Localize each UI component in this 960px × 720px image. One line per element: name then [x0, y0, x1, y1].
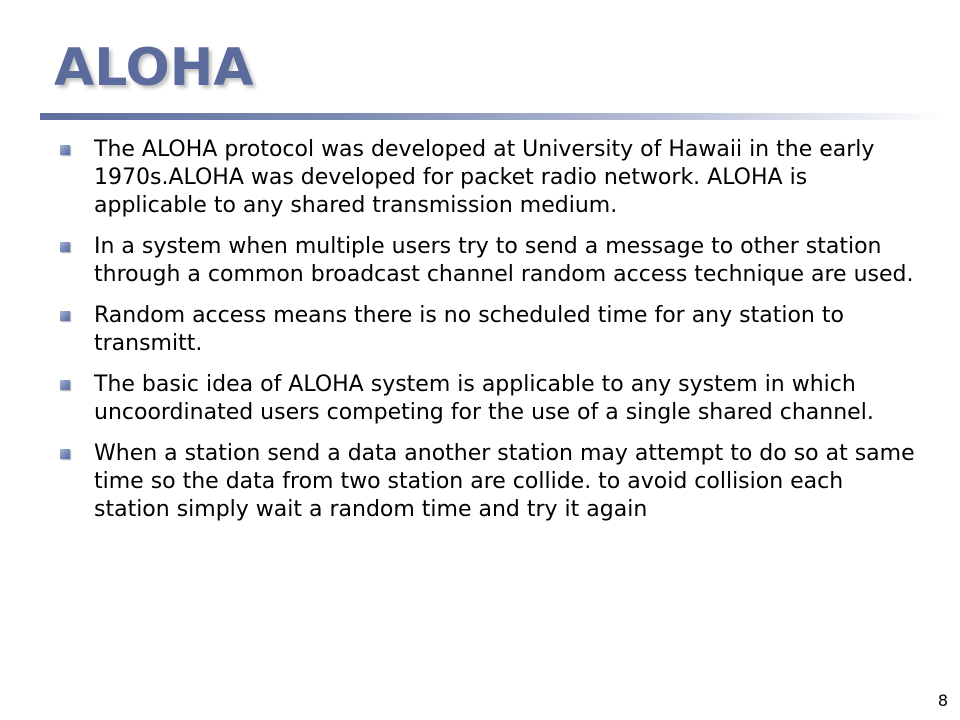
bullet-text-1: The ALOHA protocol was developed at University of Hawaii in the early 1970s.ALOHA was developed for packet radio network. ALOHA is applicable to any shared transmission medium. — [94, 137, 875, 218]
bullet-item-2 — [58, 233, 918, 289]
bullet-item-3 — [58, 302, 918, 358]
bullet-text-5: When a station send a data another station may attempt to do so at same time so the data from two station are collide. to avoid collision each station simply wait a random time and try it again — [94, 441, 915, 522]
bullet-item-4 — [58, 371, 918, 427]
square-bullet-icon — [60, 145, 70, 155]
square-bullet-icon — [60, 242, 70, 252]
bullet-item-5 — [58, 440, 918, 524]
bullet-list — [58, 136, 918, 537]
slide-title: ALOHA — [54, 38, 254, 98]
bullet-text-4: The basic idea of ALOHA system is applicable to any system in which uncoordinated users competing for the use of a single shared channel. — [94, 372, 874, 425]
bullet-text-3: Random access means there is no scheduled time for any station to transmitt. — [94, 303, 844, 356]
square-bullet-icon — [60, 311, 70, 321]
bullet-text-2: In a system when multiple users try to send a message to other station through a common broadcast channel random access technique are used. — [94, 234, 914, 287]
square-bullet-icon — [60, 449, 70, 459]
page-number: 8 — [937, 691, 948, 710]
title-underline-rule — [40, 113, 945, 120]
square-bullet-icon — [60, 380, 70, 390]
bullet-item-1 — [58, 136, 918, 220]
